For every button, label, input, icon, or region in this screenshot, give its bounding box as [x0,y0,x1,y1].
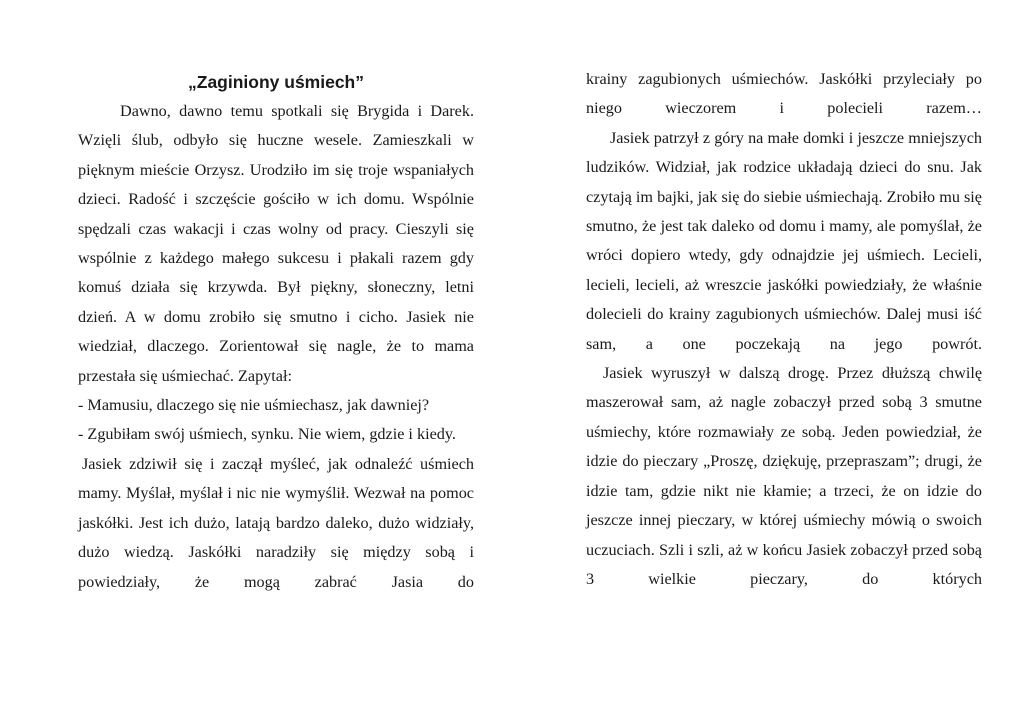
story-title: „Zaginiony uśmiech” [188,72,364,92]
paragraph-journey: Jasiek wyruszył w dalszą drogę. Przez dłuższą chwilę maszerował sam, aż nagle zobaczył przed sobą 3 smutne uśmiechy, które rozmawiały ze sobą. Jeden powiedział, że idzie do pieczary „Proszę, dziękuję, przepraszam”; drugi, że idzie tam, gdzie nikt nie kłamie; a trzeci, że on idzie do jeszcze innej pieczary, w której uśmiechy mówią o swoich uczuciach. Szli i szli, aż w końcu Jasiek zobaczył przed sobą 3 wielkie pieczary, do których [586,364,982,588]
paragraph-flight: Jasiek patrzył z góry na małe domki i jeszcze mniejszych ludzików. Widział, jak rodzice układają dzieci do snu. Jak czytają im bajki, jak się do siebie uśmiechają. Zrobiło mu się smutno, że jest tak daleko od domu i mamy, ale pomyślał, że wróci dopiero wtedy, gdy odnajdzie jej uśmiech. Lecieli, lecieli, lecieli, aż wreszcie jaskółki powiedziały, że właśnie dolecieli do krainy zagubionych uśmiechów. Dalej musi iść sam, a one poczekają na jego powrót. [586,128,982,353]
left-column [78,70,474,597]
paragraph-opening: Dawno, dawno temu spotkali się Brygida i Darek. Wzięli ślub, odbyło się huczne wesele. Zamieszkali w pięknym mieście Orzysz. Urodziło im się troje wspaniałych dzieci. Radość i szczęście gościło w ich domu. Wspólnie spędzali czas wakacji i czas wolny od pracy. Cieszyli się wspólnie z każdego małego sukcesu i płakali razem gdy komuś działa się krzywda. Był piękny, słoneczny, letni dzień. A w domu zrobiło się smutno i cicho. Jasiek nie wiedział, dlaczego. Zorientował się nagle, że to mama przestała się uśmiechać. Zapytał: [78,102,474,385]
dialogue-line-answer: - Zgubiłam swój uśmiech, synku. Nie wiem, gdzie i kiedy. [78,425,456,444]
paragraph-swallows: Jasiek zdziwił się i zaczął myśleć, jak odnaleźć uśmiech mamy. Myślał, myślał i nic nie wymyślił. Wezwał na pomoc jaskółki. Jest ich dużo, latają bardzo daleko, dużo widziały, dużo wiedzą. Jaskółki naradziły się między sobą i powiedziały, że mogą zabrać Jasia do [78,454,474,591]
right-column [586,65,982,594]
dialogue-line-question: - Mamusiu, dlaczego się nie uśmiechasz, jak dawniej? [78,396,430,415]
paragraph-continuation: krainy zagubionych uśmiechów. Jaskółki przyleciały po niego wieczorem i polecieli razem… [586,70,982,118]
